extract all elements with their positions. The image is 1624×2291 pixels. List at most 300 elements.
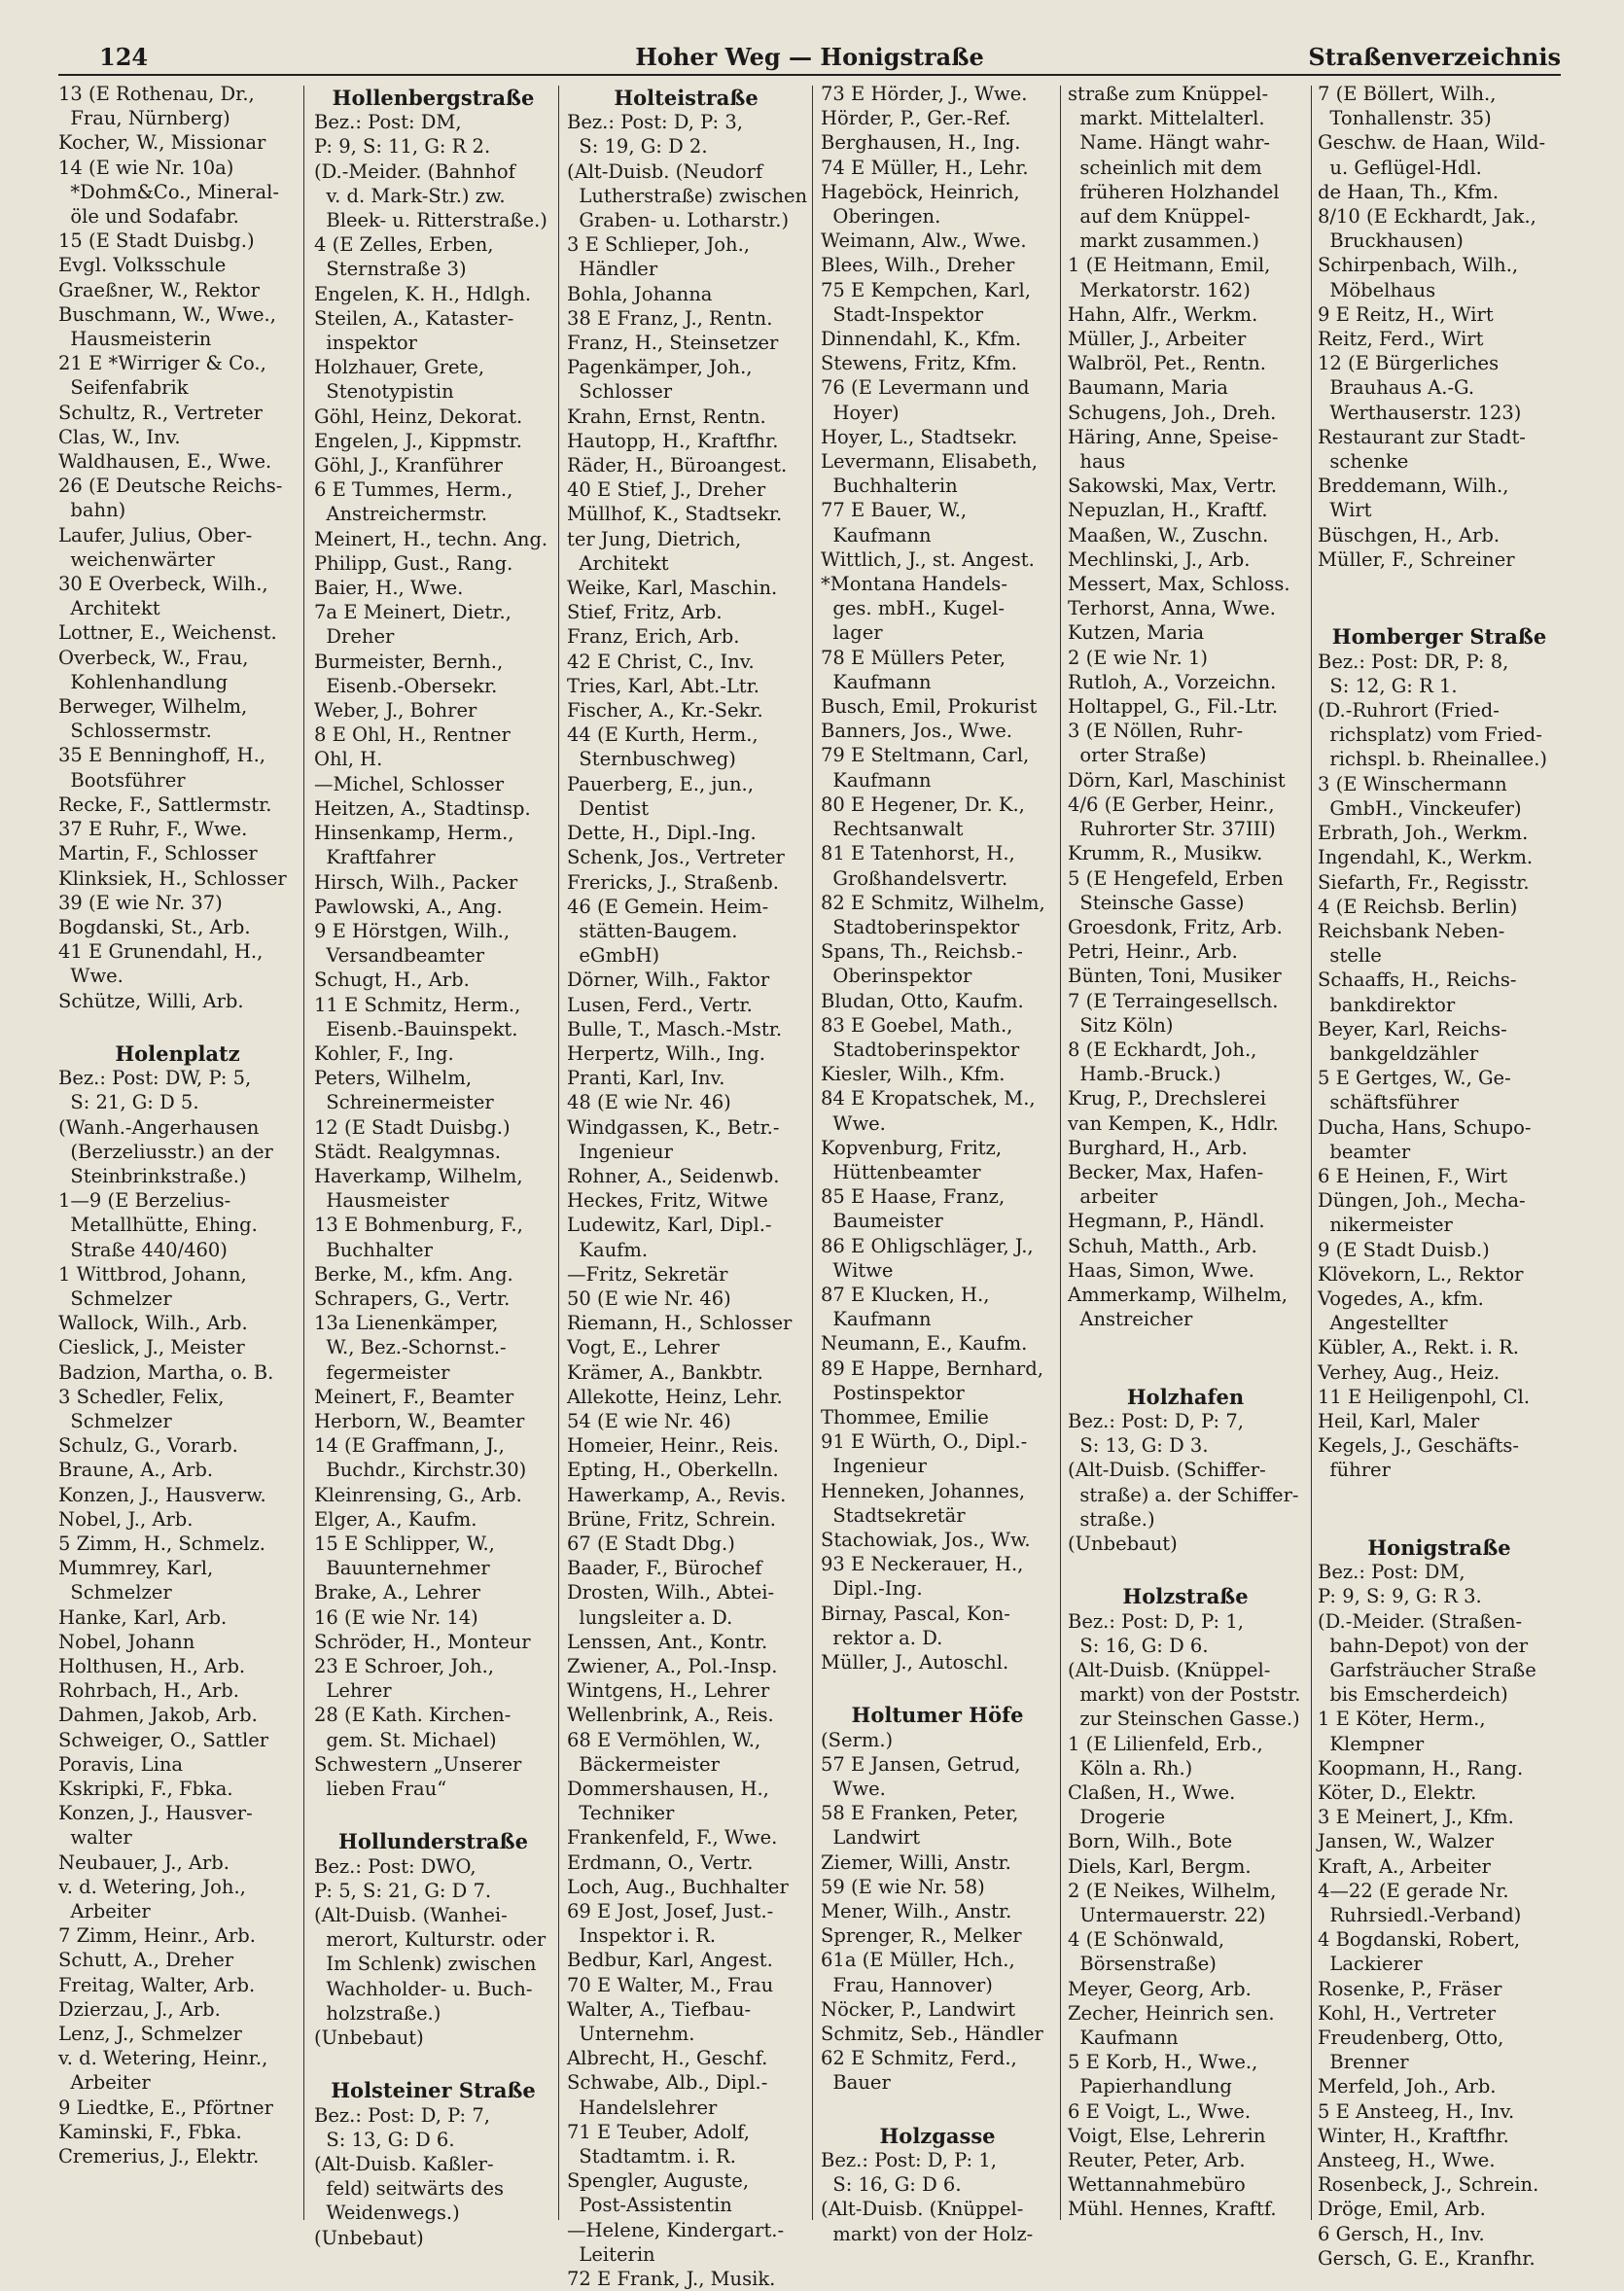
directory-line: 30 E Overbeck, Wilh., [58,573,268,596]
directory-line: Berghausen, H., Ing. [821,131,1021,155]
directory-line: Frankenfeld, F., Wwe. [567,1826,778,1850]
directory-line: Steilen, A., Kataster- [314,306,514,330]
directory-line: 72 E Frank, J., Musik. [567,2268,776,2291]
directory-line: S: 21, G: D 5. [58,1091,199,1114]
directory-line: Waldhausen, E., Wwe. [58,450,272,474]
directory-line: Wallock, Wilh., Arb. [58,1312,248,1335]
directory-line: Räder, H., Büroangest. [567,454,788,477]
directory-line: Epting, H., Oberkelln. [567,1459,779,1482]
directory-line: Vogt, E., Lehrer [567,1336,720,1359]
directory-line: 77 E Bauer, W., [821,499,968,522]
directory-line: Haverkamp, Wilhelm, [314,1164,523,1187]
directory-line: Im Schlenk) zwischen [314,1953,537,1976]
directory-line: Evgl. Volksschule [58,254,227,277]
directory-line: Ruhrorter Str. 37III) [1068,818,1276,841]
directory-line: Schmelzer [58,1581,172,1604]
directory-line: Ziemer, Willi, Anstr. [821,1850,1011,1874]
directory-line: 2 (E Neikes, Wilhelm, [1068,1879,1277,1902]
directory-line: 4 (E Zelles, Erben, [314,233,494,257]
directory-line: 13 (E Rothenau, Dr., [58,83,255,105]
directory-line: eGmbH) [567,944,660,968]
directory-line: Hausmeisterin [58,328,212,351]
directory-line: Frericks, J., Straßenb. [567,870,779,894]
directory-line: 26 (E Deutsche Reichs- [58,475,283,498]
directory-line: Pranti, Karl, Inv. [567,1067,725,1090]
directory-line: 21 E *Wirriger & Co., [58,352,266,375]
directory-line: Koopmann, H., Rang. [1318,1756,1524,1780]
directory-line: arbeiter [1068,1185,1158,1209]
directory-line: Steinsche Gasse) [1068,891,1245,914]
directory-line: stelle [1318,944,1382,968]
directory-line: Kaminski, F., Fbka. [58,2120,242,2143]
directory-line: S: 19, G: D 2. [567,135,708,159]
directory-line: 78 E Müllers Peter, [821,646,1006,669]
directory-line: öle und Sodafabr. [58,205,239,229]
directory-line: Burghard, H., Arb. [1068,1136,1248,1159]
directory-line: (Alt-Duisb. (Wanhei- [314,1904,508,1927]
directory-line: Baader, F., Bürochef [567,1557,762,1580]
directory-line: Rutloh, A., Vorzeichn. [1068,670,1277,693]
directory-line: Reichsbank Neben- [1318,919,1505,942]
directory-line: Müller, J., Autoschl. [821,1651,1009,1674]
directory-line: Heitzen, A., Stadtinsp. [314,796,531,820]
directory-line: Baumann, Maria [1068,376,1228,400]
directory-line: Köter, D., Elektr. [1318,1781,1477,1805]
directory-line: Bootsführer [58,768,186,792]
directory-line: Weidenwegs.) [314,2202,460,2225]
directory-line: (D.-Meider. (Straßen- [1318,1609,1523,1633]
directory-line: Reuter, Peter, Arb. [1068,2149,1246,2172]
directory-line: inspektor [314,332,417,355]
directory-line: 86 E Ohligschläger, J., [821,1234,1034,1257]
directory-line: Klempner [1318,1732,1425,1755]
directory-line: Unternehm. [567,2023,695,2046]
directory-line: (Alt-Duisb. (Neudorf [567,159,763,183]
directory-line: Bruckhausen) [1318,229,1464,253]
directory-line: Diels, Karl, Bergm. [1068,1854,1252,1878]
directory-line: 40 E Stief, J., Dreher [567,478,766,502]
directory-line: Kaufmann [821,768,932,792]
directory-line: Angestellter [1318,1312,1448,1335]
directory-line: Petri, Heinr., Arb. [1068,940,1238,964]
directory-line: 7 (E Terraingesellsch. [1068,989,1279,1012]
directory-line: 15 (E Stadt Duisbg.) [58,229,255,253]
street-heading: Holenplatz [115,1040,240,1066]
directory-line: Stadtamtm. i. R. [567,2145,736,2168]
directory-line: Kaufmann [821,670,932,693]
directory-line: Ludewitz, Karl, Dipl.- [567,1214,772,1237]
directory-line: Sakowski, Max, Vertr. [1068,475,1278,498]
directory-line: Verhey, Aug., Heiz. [1318,1360,1500,1384]
directory-line: 79 E Steltmann, Carl, [821,744,1030,767]
directory-line: feld) seitwärts des [314,2177,505,2201]
directory-line: Kaufmann [821,523,932,546]
directory-line: Spengler, Auguste, [567,2169,750,2193]
directory-line: Oberinspektor [821,965,972,988]
directory-line: Hausmeister [314,1189,449,1213]
directory-line: 3 (E Nöllen, Ruhr- [1068,720,1244,743]
directory-line: Poravis, Lina [58,1752,184,1776]
directory-line: Stadtsekretär [821,1503,966,1527]
directory-line: Lehrer [314,1679,392,1703]
directory-line: Dröge, Emil, Arb. [1318,2198,1486,2221]
directory-line: Frau, Nürnberg) [58,107,230,130]
directory-line: Wellenbrink, A., Reis. [567,1704,774,1727]
directory-line: P: 9, S: 11, G: R 2. [314,135,491,159]
directory-line: Herpertz, Wilh., Ing. [567,1041,765,1065]
street-heading: Holtumer Höfe [851,1703,1024,1728]
directory-line: auf dem Knüppel- [1068,205,1251,229]
directory-line: Schirpenbach, Wilh., [1318,254,1519,277]
directory-line: 84 E Kropatschek, M., [821,1087,1036,1110]
directory-line: Nobel, Johann [58,1630,195,1653]
directory-line: 83 E Goebel, Math., [821,1013,1013,1037]
directory-line: —Helene, Kindergart.- [567,2218,785,2241]
directory-line: walter [58,1826,132,1850]
directory-line: Freitag, Walter, Arb. [58,1973,256,1996]
directory-line: Krahn, Ernst, Rentn. [567,405,766,428]
directory-line: (Alt-Duisb. (Schiffer- [1068,1459,1266,1482]
directory-line: Kübler, A., Rekt. i. R. [1318,1336,1519,1359]
directory-line: Holthusen, H., Arb. [58,1655,246,1677]
directory-line: Bez.: Post: DM, [1318,1561,1465,1584]
directory-line: Kohl, H., Vertreter [1318,2001,1497,2025]
directory-line: merort, Kulturstr. oder [314,1928,547,1952]
directory-line: —Fritz, Sekretär [567,1262,728,1286]
directory-line: Kraft, A., Arbeiter [1318,1854,1492,1878]
directory-line: Breddemann, Wilh., [1318,475,1509,498]
directory-line: Hautopp, H., Kraftfhr. [567,429,779,452]
directory-line: Ingendahl, K., Werkm. [1318,846,1534,869]
directory-line: Witwe [821,1258,894,1282]
directory-line: S: 13, G: D 6. [314,2128,455,2151]
directory-line: u. Geflügel-Hdl. [1318,156,1482,179]
directory-line: 1—9 (E Berzelius- [58,1189,231,1213]
directory-line: Herborn, W., Beamter [314,1409,525,1432]
directory-line: 80 E Hegener, Dr. K., [821,793,1025,816]
directory-line: Restaurant zur Stadt- [1318,425,1526,448]
directory-line: Burmeister, Bernh., [314,650,504,673]
directory-line: fegermeister [314,1360,450,1384]
directory-line: v. d. Wetering, Joh., [58,1875,246,1898]
directory-line: Kraftfahrer [314,846,436,869]
directory-line: Bludan, Otto, Kaufm. [821,989,1024,1012]
directory-line: Konzen, J., Hausverw. [58,1483,266,1506]
directory-line: Drosten, Wilh., Abtei- [567,1581,775,1604]
directory-line: 1 Wittbrod, Johann, [58,1262,247,1286]
directory-line: 82 E Schmitz, Wilhelm, [821,891,1045,914]
directory-line: Handelslehrer [567,2096,718,2119]
directory-line: Hirsch, Wilh., Packer [314,870,518,894]
directory-line: Bez.: Post: DW, P: 5, [58,1067,252,1090]
directory-line: 38 E Franz, J., Rentn. [567,306,773,330]
directory-line: Wwe. [821,1111,886,1135]
directory-line: 69 E Jost, Josef, Just.- [567,1900,774,1923]
directory-line: Dzierzau, J., Arb. [58,1997,221,2021]
directory-line: (D.-Ruhrort (Fried- [1318,699,1500,723]
street-heading: Holzhafen [1126,1384,1245,1409]
directory-line: 11 E Schmitz, Herm., [314,993,521,1016]
directory-line: Eisenb.-Obersekr. [314,674,498,697]
directory-line: Brenner [1318,2051,1409,2074]
directory-line: 91 E Würth, O., Dipl.- [821,1430,1028,1454]
directory-line: Merkatorstr. 162) [1068,278,1251,301]
directory-line: Hegmann, P., Händl. [1068,1210,1265,1233]
directory-line: Bünten, Toni, Musiker [1068,965,1282,988]
directory-line: Kohlenhandlung [58,670,229,693]
directory-line: Martin, F., Schlosser [58,842,258,865]
column-container [58,82,1561,2291]
directory-line: Homeier, Heinr., Reis. [567,1434,779,1458]
directory-line: 1 (E Lilienfeld, Erb., [1068,1732,1263,1755]
directory-line: bankdirektor [1318,993,1456,1016]
directory-line: Zwiener, A., Pol.-Insp. [567,1655,778,1677]
directory-line: —Michel, Schlosser [314,772,505,795]
directory-line: Graben- u. Lotharstr.) [567,209,790,232]
directory-line: Engelen, K. H., Hdlgh. [314,282,532,305]
directory-line: Schmelzer [58,1409,172,1432]
directory-line: holzstraße.) [314,2001,441,2025]
directory-line: S: 16, G: D 6. [1068,1634,1209,1657]
directory-line: Inspektor i. R. [567,1924,717,1948]
directory-line: 42 E Christ, C., Inv. [567,650,755,673]
directory-line: Sternbuschweg) [567,748,736,771]
directory-line: 89 E Happe, Bernhard, [821,1357,1043,1380]
directory-line: Philipp, Gust., Rang. [314,551,513,575]
directory-line: (Alt-Duisb. (Knüppel- [1068,1659,1271,1681]
directory-line: 57 E Jansen, Getrud, [821,1752,1021,1776]
directory-line: richsplatz) vom Fried- [1318,723,1542,747]
directory-line: Nöcker, P., Landwirt [821,1997,1016,2021]
street-heading: Homberger Straße [1331,624,1547,650]
directory-line: Berweger, Wilhelm, [58,695,248,719]
directory-line: bahn-Depot) von der [1318,1634,1529,1657]
directory-line: Peters, Wilhelm, [314,1067,473,1090]
directory-line: haus [1068,450,1126,474]
directory-line: 4 (E Reichsb. Berlin) [1318,895,1518,918]
column-divider [558,86,559,2220]
directory-line: Schröder, H., Monteur [314,1630,531,1653]
directory-line: Eisenb.-Bauinspekt. [314,1017,518,1040]
directory-line: 8 (E Eckhardt, Joh., [1068,1038,1257,1061]
directory-line: Schugens, Joh., Dreh. [1068,401,1277,424]
directory-line: Schugt, H., Arb. [314,969,470,992]
directory-line: Meinert, F., Beamter [314,1385,514,1408]
directory-line: 13a Lienenkämper, [314,1312,499,1335]
directory-line: Merfeld, Joh., Arb. [1318,2075,1497,2098]
directory-line: 81 E Tatenhorst, H., [821,842,1015,865]
directory-line: Bez.: Post: D, P: 3, [567,111,743,134]
directory-line: S: 12, G: R 1. [1318,674,1458,697]
directory-line: 4—22 (E gerade Nr. [1318,1879,1509,1902]
directory-line: Rohner, A., Seidenwb. [567,1164,780,1187]
directory-line: Sitz Köln) [1068,1013,1174,1037]
directory-line: bis Emscherdeich) [1318,1683,1508,1707]
directory-line: Köln a. Rh.) [1068,1756,1193,1780]
directory-line: 23 E Schroer, Joh., [314,1655,494,1677]
directory-line: 14 (E Graffmann, J., [314,1434,505,1458]
directory-line: Schwabe, Alb., Dipl.- [567,2071,768,2095]
directory-line: Dahmen, Jakob, Arb. [58,1704,258,1727]
directory-line: 13 E Bohmenburg, F., [314,1214,523,1237]
directory-line: (Alt-Duisb. Kaßler- [314,2153,494,2176]
directory-line: Klinksiek, H., Schlosser [58,866,287,890]
directory-line: Pawlowski, A., Ang. [314,895,503,918]
directory-line [1068,1556,1303,1580]
directory-line: Zecher, Heinrich sen. [1068,2001,1275,2025]
directory-line: Riemann, H., Schlosser [567,1312,793,1335]
directory-line: 50 (E wie Nr. 46) [567,1286,731,1310]
directory-line: 41 E Grunendahl, H., [58,940,264,964]
directory-line: 4 (E Schönwald, [1068,1928,1225,1952]
directory-line: 37 E Ruhr, F., Wwe. [58,818,248,841]
directory-line: 6 E Heinen, F., Wirt [1318,1164,1508,1187]
directory-line: Schaaffs, H., Reichs- [1318,969,1517,992]
directory-line: Bez.: Post: DWO, [314,1854,477,1878]
directory-line: gem. St. Michael) [314,1728,497,1751]
directory-line: Nepuzlan, H., Kraftf. [1068,499,1268,522]
directory-line: Wwe. [821,1778,886,1801]
directory-line: Göhl, Heinz, Dekorat. [314,405,523,428]
directory-line: Bleek- u. Ritterstraße.) [314,209,547,232]
directory-line: schäftsführer [1318,1091,1460,1114]
directory-line: Werthauserstr. 123) [1318,401,1522,424]
directory-line: Neubauer, J., Arb. [58,1850,229,1874]
directory-line: Rosenke, P., Fräser [1318,1977,1502,2000]
column-divider [812,86,813,2220]
column-divider [1060,86,1061,2220]
directory-line: 1 (E Heitmann, Emil, [1068,254,1271,277]
directory-line: Ansteeg, H., Wwe. [1318,2149,1496,2172]
directory-line: *Montana Handels- [821,573,1007,596]
directory-line: Mummrey, Karl, [58,1557,214,1580]
directory-line: 9 Liedtke, E., Pförtner [58,2096,273,2119]
street-heading: Honigstraße [1367,1534,1511,1560]
directory-line: *Dohm&Co., Mineral- [58,180,279,203]
directory-line: Sternstraße 3) [314,258,467,281]
directory-line: W., Bez.-Schornst.- [314,1336,507,1359]
directory-line: Ohl, H. [314,748,383,771]
directory-line: Wwe. [58,965,124,988]
directory-line: Haas, Simon, Wwe. [1068,1258,1254,1282]
directory-line: führer [1318,1459,1391,1482]
directory-line: Rosenbeck, J., Schrein. [1318,2173,1539,2197]
directory-line: Schulz, G., Vorarb. [58,1434,238,1458]
directory-line: Buchdr., Kirchstr.30) [314,1459,527,1482]
directory-line [1318,1507,1561,1532]
directory-line: 7 (E Böllert, Wilh., [1318,83,1497,105]
directory-line: Banners, Jos., Wwe. [821,720,1012,743]
directory-line: 59 (E wie Nr. 58) [821,1875,985,1898]
directory-line: Erdmann, O., Vertr. [567,1850,754,1874]
directory-line: Thommee, Emilie [821,1405,989,1428]
directory-line: 5 (E Hengefeld, Erben [1068,866,1284,890]
directory-line: Buchhalterin [821,475,958,498]
directory-line: Busch, Emil, Prokurist [821,695,1038,719]
directory-line: Ingenieur [821,1455,927,1478]
directory-line: Kutzen, Maria [1068,621,1205,645]
directory-line: scheinlich mit dem [1068,156,1262,179]
directory-line: Müllhof, K., Stadtsekr. [567,503,783,526]
directory-line: Schwestern „Unserer [314,1752,522,1776]
directory-line: Post-Assistentin [567,2194,732,2217]
directory-line: 73 E Hörder, J., Wwe. [821,83,1028,105]
directory-line: Ammerkamp, Wilhelm, [1068,1283,1288,1306]
directory-line: Schütze, Willi, Arb. [58,989,244,1012]
directory-line: Oberingen. [821,205,941,229]
directory-line: 5 E Gertges, W., Ge- [1318,1067,1511,1090]
directory-line: weichenwärter [58,547,215,571]
directory-line: Möbelhaus [1318,278,1436,301]
directory-line: 4 Bogdanski, Robert, [1318,1928,1521,1952]
section-title: Straßenverzeichnis [1308,43,1561,71]
directory-line: Hüttenbeamter [821,1160,981,1183]
directory-line: Brauhaus A.-G. [1318,376,1475,400]
directory-line: Konzen, J., Hausver- [58,1802,253,1825]
directory-line: Architekt [58,597,160,620]
directory-line: Postinspektor [821,1381,965,1404]
directory-line: Schrapers, G., Vertr. [314,1286,511,1310]
directory-line: Badzion, Martha, o. B. [58,1360,274,1384]
directory-line: Ducha, Hans, Schupo- [1318,1115,1532,1139]
directory-line: Weimann, Alw., Wwe. [821,229,1027,253]
directory-line: Holtappel, G., Fil.-Ltr. [1068,695,1279,719]
directory-line: 48 (E wie Nr. 46) [567,1091,731,1114]
directory-line: Clas, W., Inv. [58,425,181,448]
directory-line: Sprenger, R., Melker [821,1924,1022,1948]
directory-line: Overbeck, W., Frau, [58,646,249,669]
directory-line: 6 E Tummes, Herm., [314,478,513,502]
directory-line: Metallhütte, Ehing. [58,1214,258,1237]
directory-line: Steinbrinkstraße.) [58,1164,247,1187]
directory-line: 4/6 (E Gerber, Heinr., [1068,793,1275,816]
directory-line: beamter [1318,1140,1411,1163]
directory-line: Bez.: Post: DR, P: 8, [1318,650,1509,673]
directory-line: 8 E Ohl, H., Rentner [314,723,511,747]
directory-line: Stief, Fritz, Arb. [567,601,723,624]
directory-line: 15 E Schlipper, W., [314,1532,495,1555]
column-2 [314,82,552,2249]
directory-line: 12 (E Stadt Duisbg.) [314,1115,511,1139]
directory-line: Bohla, Johanna [567,282,713,305]
directory-line: S: 13, G: D 3. [1068,1434,1209,1458]
directory-line: Heckes, Fritz, Witwe [567,1189,768,1213]
directory-line: Cieslick, J., Meister [58,1336,245,1359]
directory-line: Dette, H., Dipl.-Ing. [567,822,757,845]
directory-line [1318,1483,1561,1507]
directory-line: Kopvenburg, Fritz, [821,1136,1003,1159]
directory-line: Dörn, Karl, Maschinist [1068,768,1286,792]
directory-line: Claßen, H., Wwe. [1068,1781,1236,1805]
directory-line: v. d. Wetering, Heinr., [58,2047,268,2070]
directory-line: 1 E Köter, Herm., [1318,1708,1486,1731]
directory-line: Börsenstraße) [1068,1953,1217,1976]
directory-line: Lutherstraße) zwischen [567,184,808,207]
directory-line: Lenssen, Ant., Kontr. [567,1630,768,1653]
directory-line: 7a E Meinert, Dietr., [314,601,512,624]
directory-line: Papierhandlung [1068,2075,1232,2098]
directory-line: Stadtoberinspektor [821,915,1020,938]
directory-line: Erbrath, Joh., Werkm. [1318,822,1529,845]
directory-line: Arbeiter [58,2071,151,2095]
directory-line: Düngen, Joh., Mecha- [1318,1189,1526,1213]
directory-line: Händler [567,258,658,281]
directory-line: Kaufmann [1068,2027,1179,2050]
directory-line: Leiterin [567,2242,655,2266]
directory-line: Untermauerstr. 22) [1068,1904,1266,1927]
directory-line: Stadt-Inspektor [821,302,984,326]
directory-line: Krumm, R., Musikw. [1068,842,1263,865]
